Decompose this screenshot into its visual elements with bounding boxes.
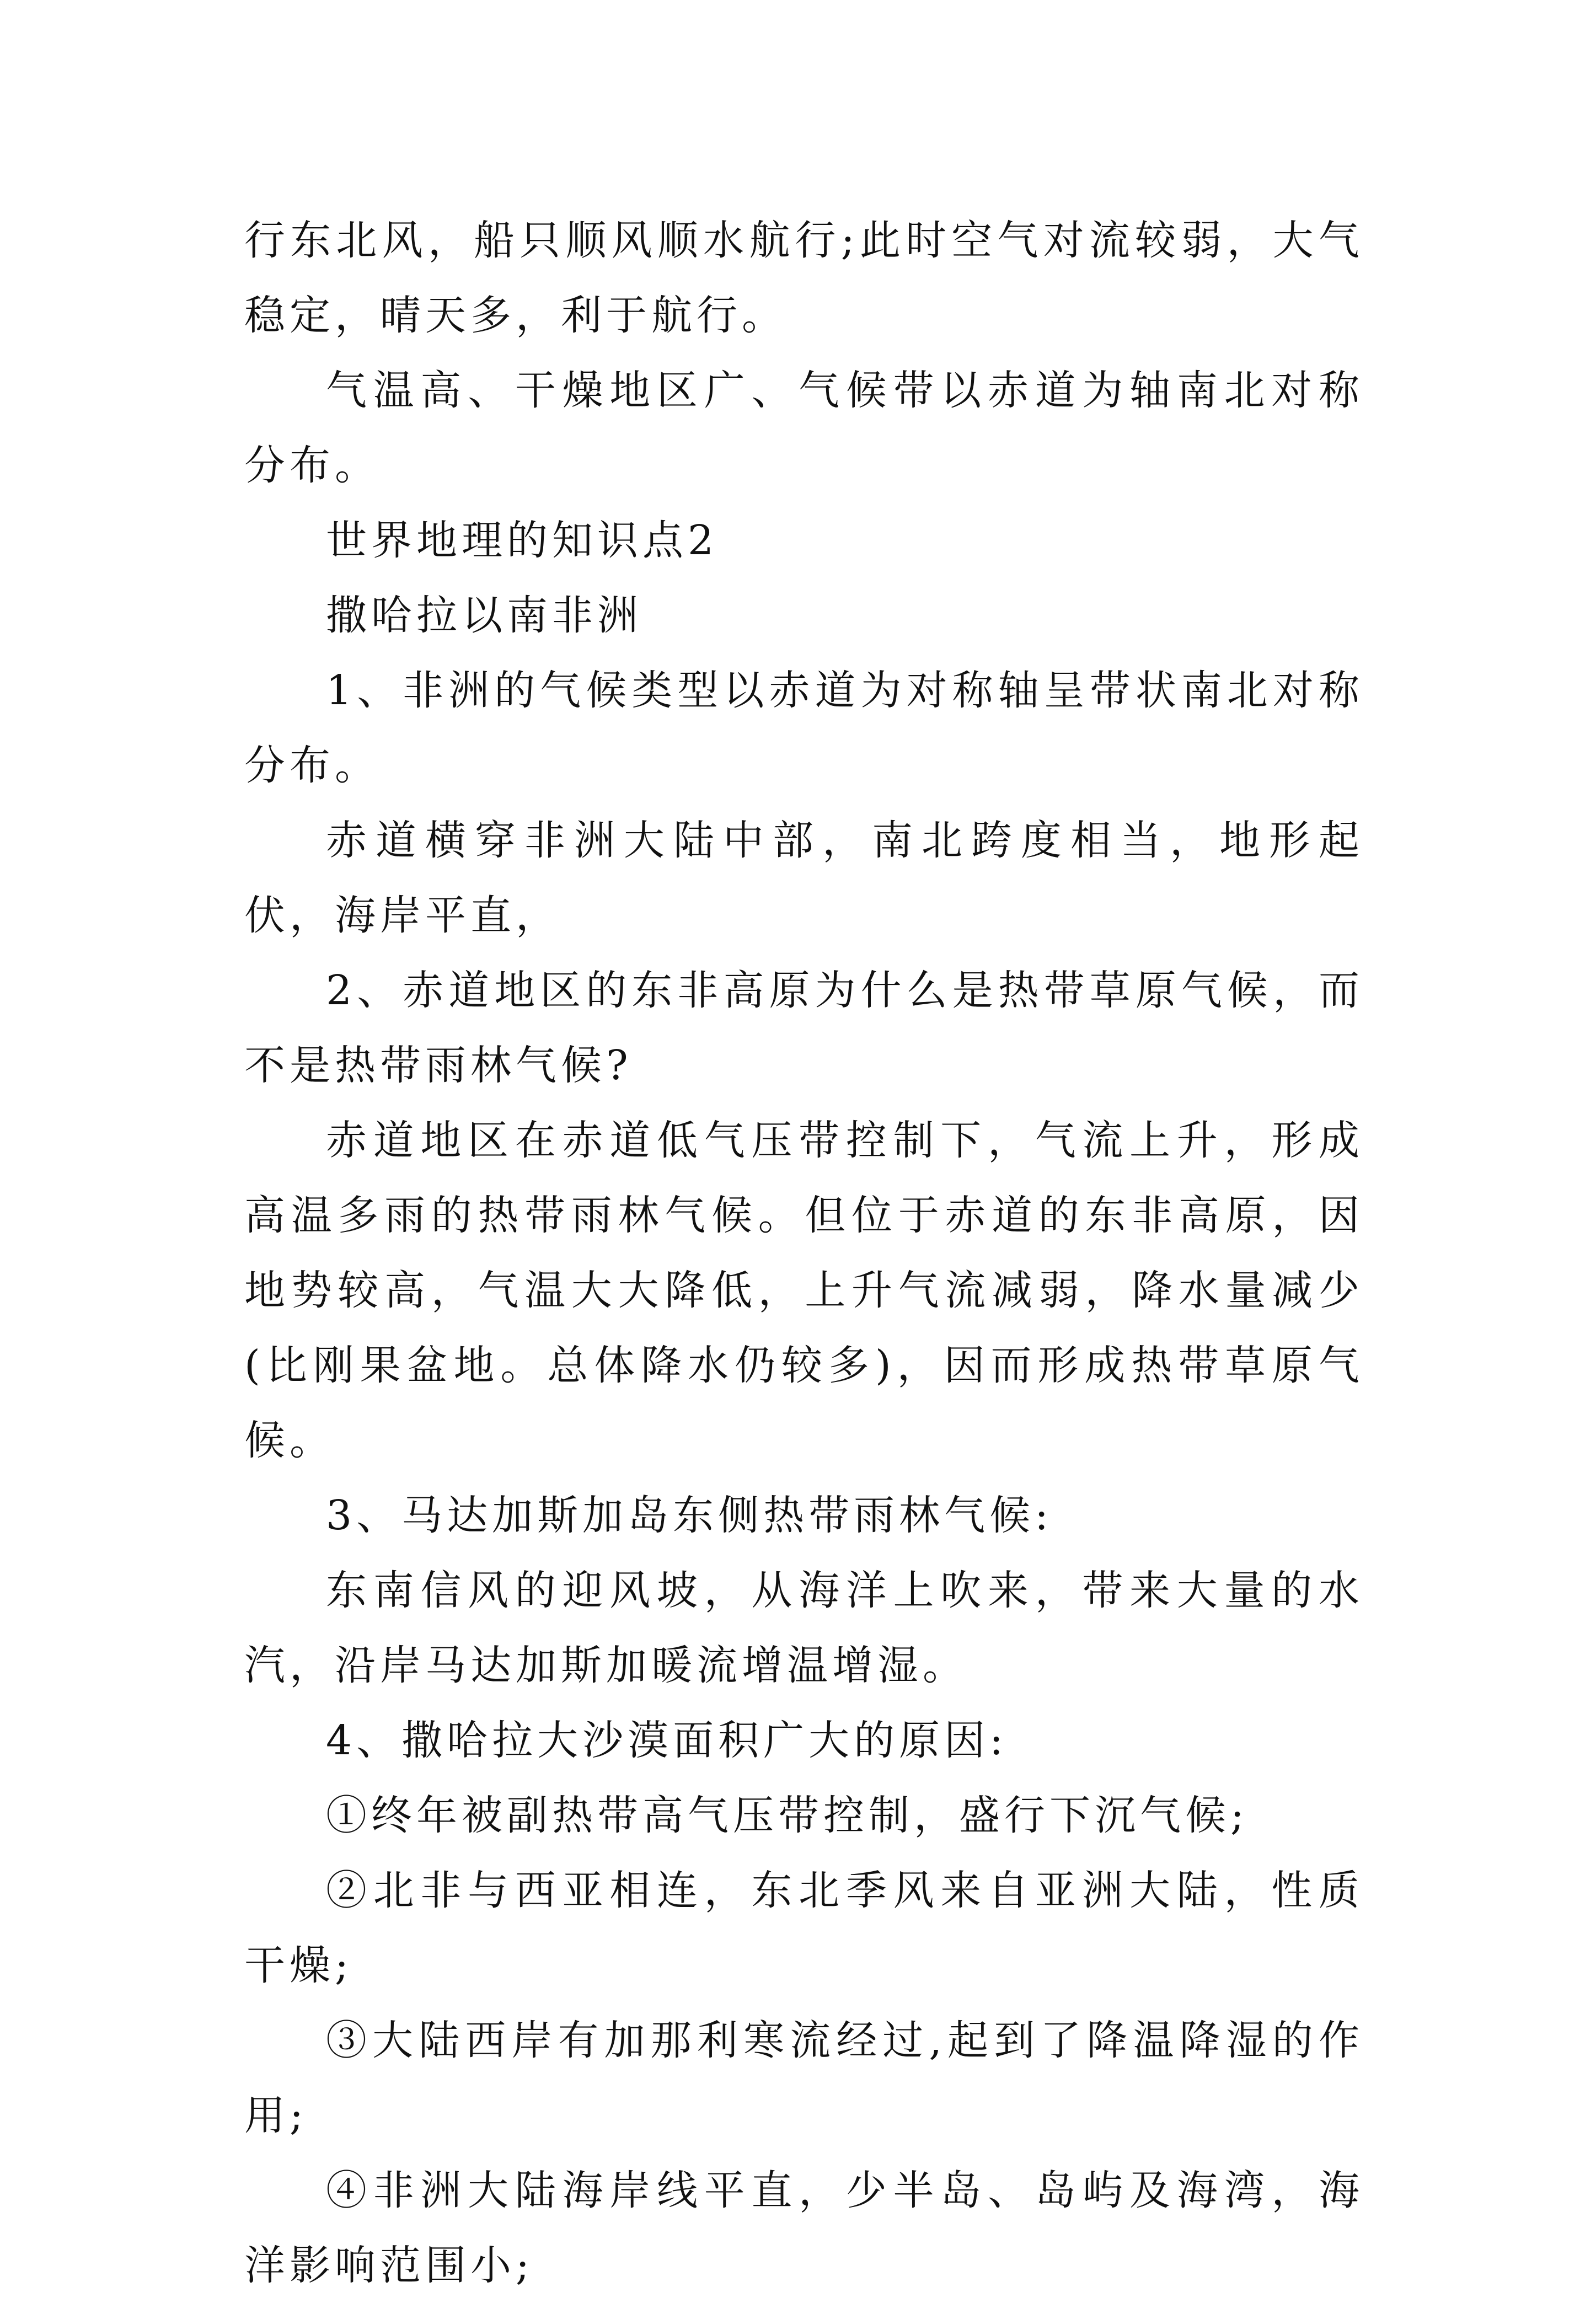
section-heading: 世界地理的知识点2 (326, 517, 719, 564)
paragraph: 气温高、干燥地区广、气候带以赤道为轴南北对称分布。 (244, 367, 1364, 489)
paragraph: 赤道横穿非洲大陆中部，南北跨度相当，地形起伏，海岸平直， (244, 817, 1364, 939)
list-item: ③大陆西岸有加那利寒流经过,起到了降温降湿的作用; (244, 2017, 1364, 2139)
paragraph: 赤道地区在赤道低气压带控制下，气流上升，形成高温多雨的热带雨林气候。但位于赤道的东非高原，因地势较高，气温大大降低，上升气流减弱，降水量减少(比刚果盆地。总体降水仍较多)，因而形成热带草原气候。 (244, 1117, 1364, 1464)
paragraph: 4、撒哈拉大沙漠面积广大的原因: (326, 1717, 1008, 1764)
paragraph: 1、非洲的气候类型以赤道为对称轴呈带状南北对称分布。 (244, 667, 1364, 789)
document-body (244, 203, 1364, 2303)
paragraph: 行东北风，船只顺风顺水航行;此时空气对流较弱，大气稳定，晴天多，利于航行。 (244, 217, 1364, 339)
paragraph: 3、马达加斯加岛东侧热带雨林气候: (326, 1492, 1053, 1539)
paragraph: 2、赤道地区的东非高原为什么是热带草原气候，而不是热带雨林气候? (244, 967, 1364, 1089)
list-item: ④非洲大陆海岸线平直，少半岛、岛屿及海湾，海洋影响范围小; (244, 2167, 1364, 2289)
section-subheading: 撒哈拉以南非洲 (326, 592, 642, 639)
paragraph: 东南信风的迎风坡，从海洋上吹来，带来大量的水汽，沿岸马达加斯加暖流增温增湿。 (244, 1567, 1364, 1689)
list-item: ①终年被副热带高气压带控制，盛行下沉气候; (326, 1792, 1249, 1839)
list-item: ②北非与西亚相连，东北季风来自亚洲大陆，性质干燥; (244, 1867, 1364, 1989)
